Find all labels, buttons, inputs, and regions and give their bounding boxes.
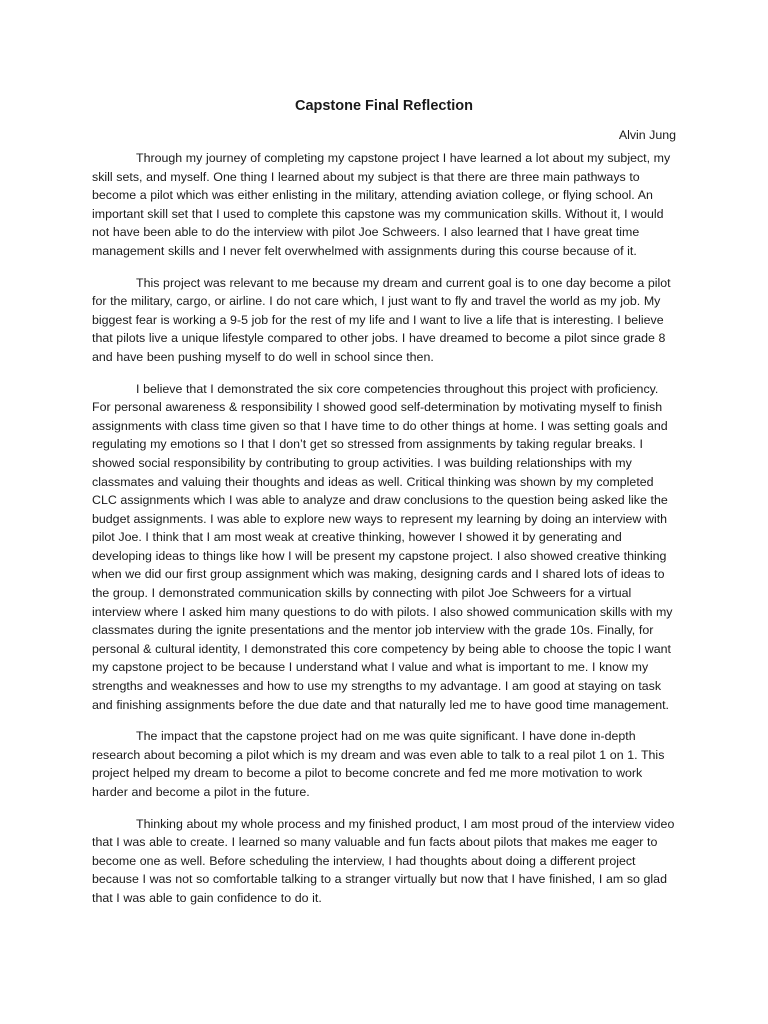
paragraph-journey: Through my journey of completing my capstone project I have learned a lot about my subject, my skill sets, and myself. One thing I learned about my subject is that there are three main pathways to become a pilot which was either enlisting in the military, attending aviation college, or flying school. An important skill set that I used to complete this capstone was my communication skills. Without it, I would not have been able to do the interview with pilot Joe Schweers. I also learned that I have great time management skills and I never felt overwhelmed with assignments during this course because of it.	[92, 151, 671, 258]
paragraph-relevance: This project was relevant to me because my dream and current goal is to one day become a pilot for the military, cargo, or airline. I do not care which, I just want to fly and travel the world as my job. My biggest fear is working a 9-5 job for the rest of my life and I want to live a life that is interesting. I believe that pilots live a unique lifestyle compared to other jobs. I have dreamed to become a pilot since grade 8 and have been pushing myself to do well in school since then.	[92, 275, 671, 364]
document-body	[92, 149, 676, 908]
paragraph-proud: Thinking about my whole process and my finished product, I am most proud of the interview video that I was able to create. I learned so many valuable and fun facts about pilots that makes me eager to become one as well. Before scheduling the interview, I had thoughts about doing a different project because I was not so comfortable talking to a stranger virtually but now that I have finished, I am so glad that I was able to gain confidence to do it.	[92, 816, 675, 905]
paragraph-competencies: I believe that I demonstrated the six core competencies throughout this project with proficiency. For personal awareness & responsibility I showed good self-determination by motivating myself to finish assignments with class time given so that I have time to do other things at home. I was setting goals and regulating my emotions so I that I don’t get so stressed from assignments by taking regular breaks. I showed social responsibility by contributing to group activities. I was building relationships with my classmates and valuing their thoughts and ideas as well. Critical thinking was shown by my completed CLC assignments which I was able to analyze and draw conclusions to the question being asked like the budget assignments. I was able to explore new ways to represent my learning by doing an interview with pilot Joe. I think that I am most weak at creative thinking, however I showed it by generating and developing ideas to things like how I will be present my capstone project. I also showed creative thinking when we did our first group assignment which was making, designing cards and I shared lots of ideas to the group. I demonstrated communication skills by connecting with pilot Joe Schweers for a virtual interview where I asked him many questions to do with pilots. I also showed communication skills with my classmates during the ignite presentations and the mentor job interview with the grade 10s. Finally, for personal & cultural identity, I demonstrated this core competency by being able to choose the topic I want my capstone project to be because I understand what I value and what is important to me. I know my strengths and weaknesses and how to use my strengths to my advantage. I am good at staying on task and finishing assignments before the due date and that naturally led me to have good time management.	[92, 381, 673, 712]
paragraph-impact: The impact that the capstone project had on me was quite significant. I have done in-depth research about becoming a pilot which is my dream and was even able to talk to a real pilot 1 on 1. This project helped my dream to become a pilot to become concrete and fed me more motivation to work harder and become a pilot in the future.	[92, 729, 665, 799]
author-name: Alvin Jung	[618, 128, 676, 142]
document-title: Capstone Final Reflection	[294, 98, 474, 114]
